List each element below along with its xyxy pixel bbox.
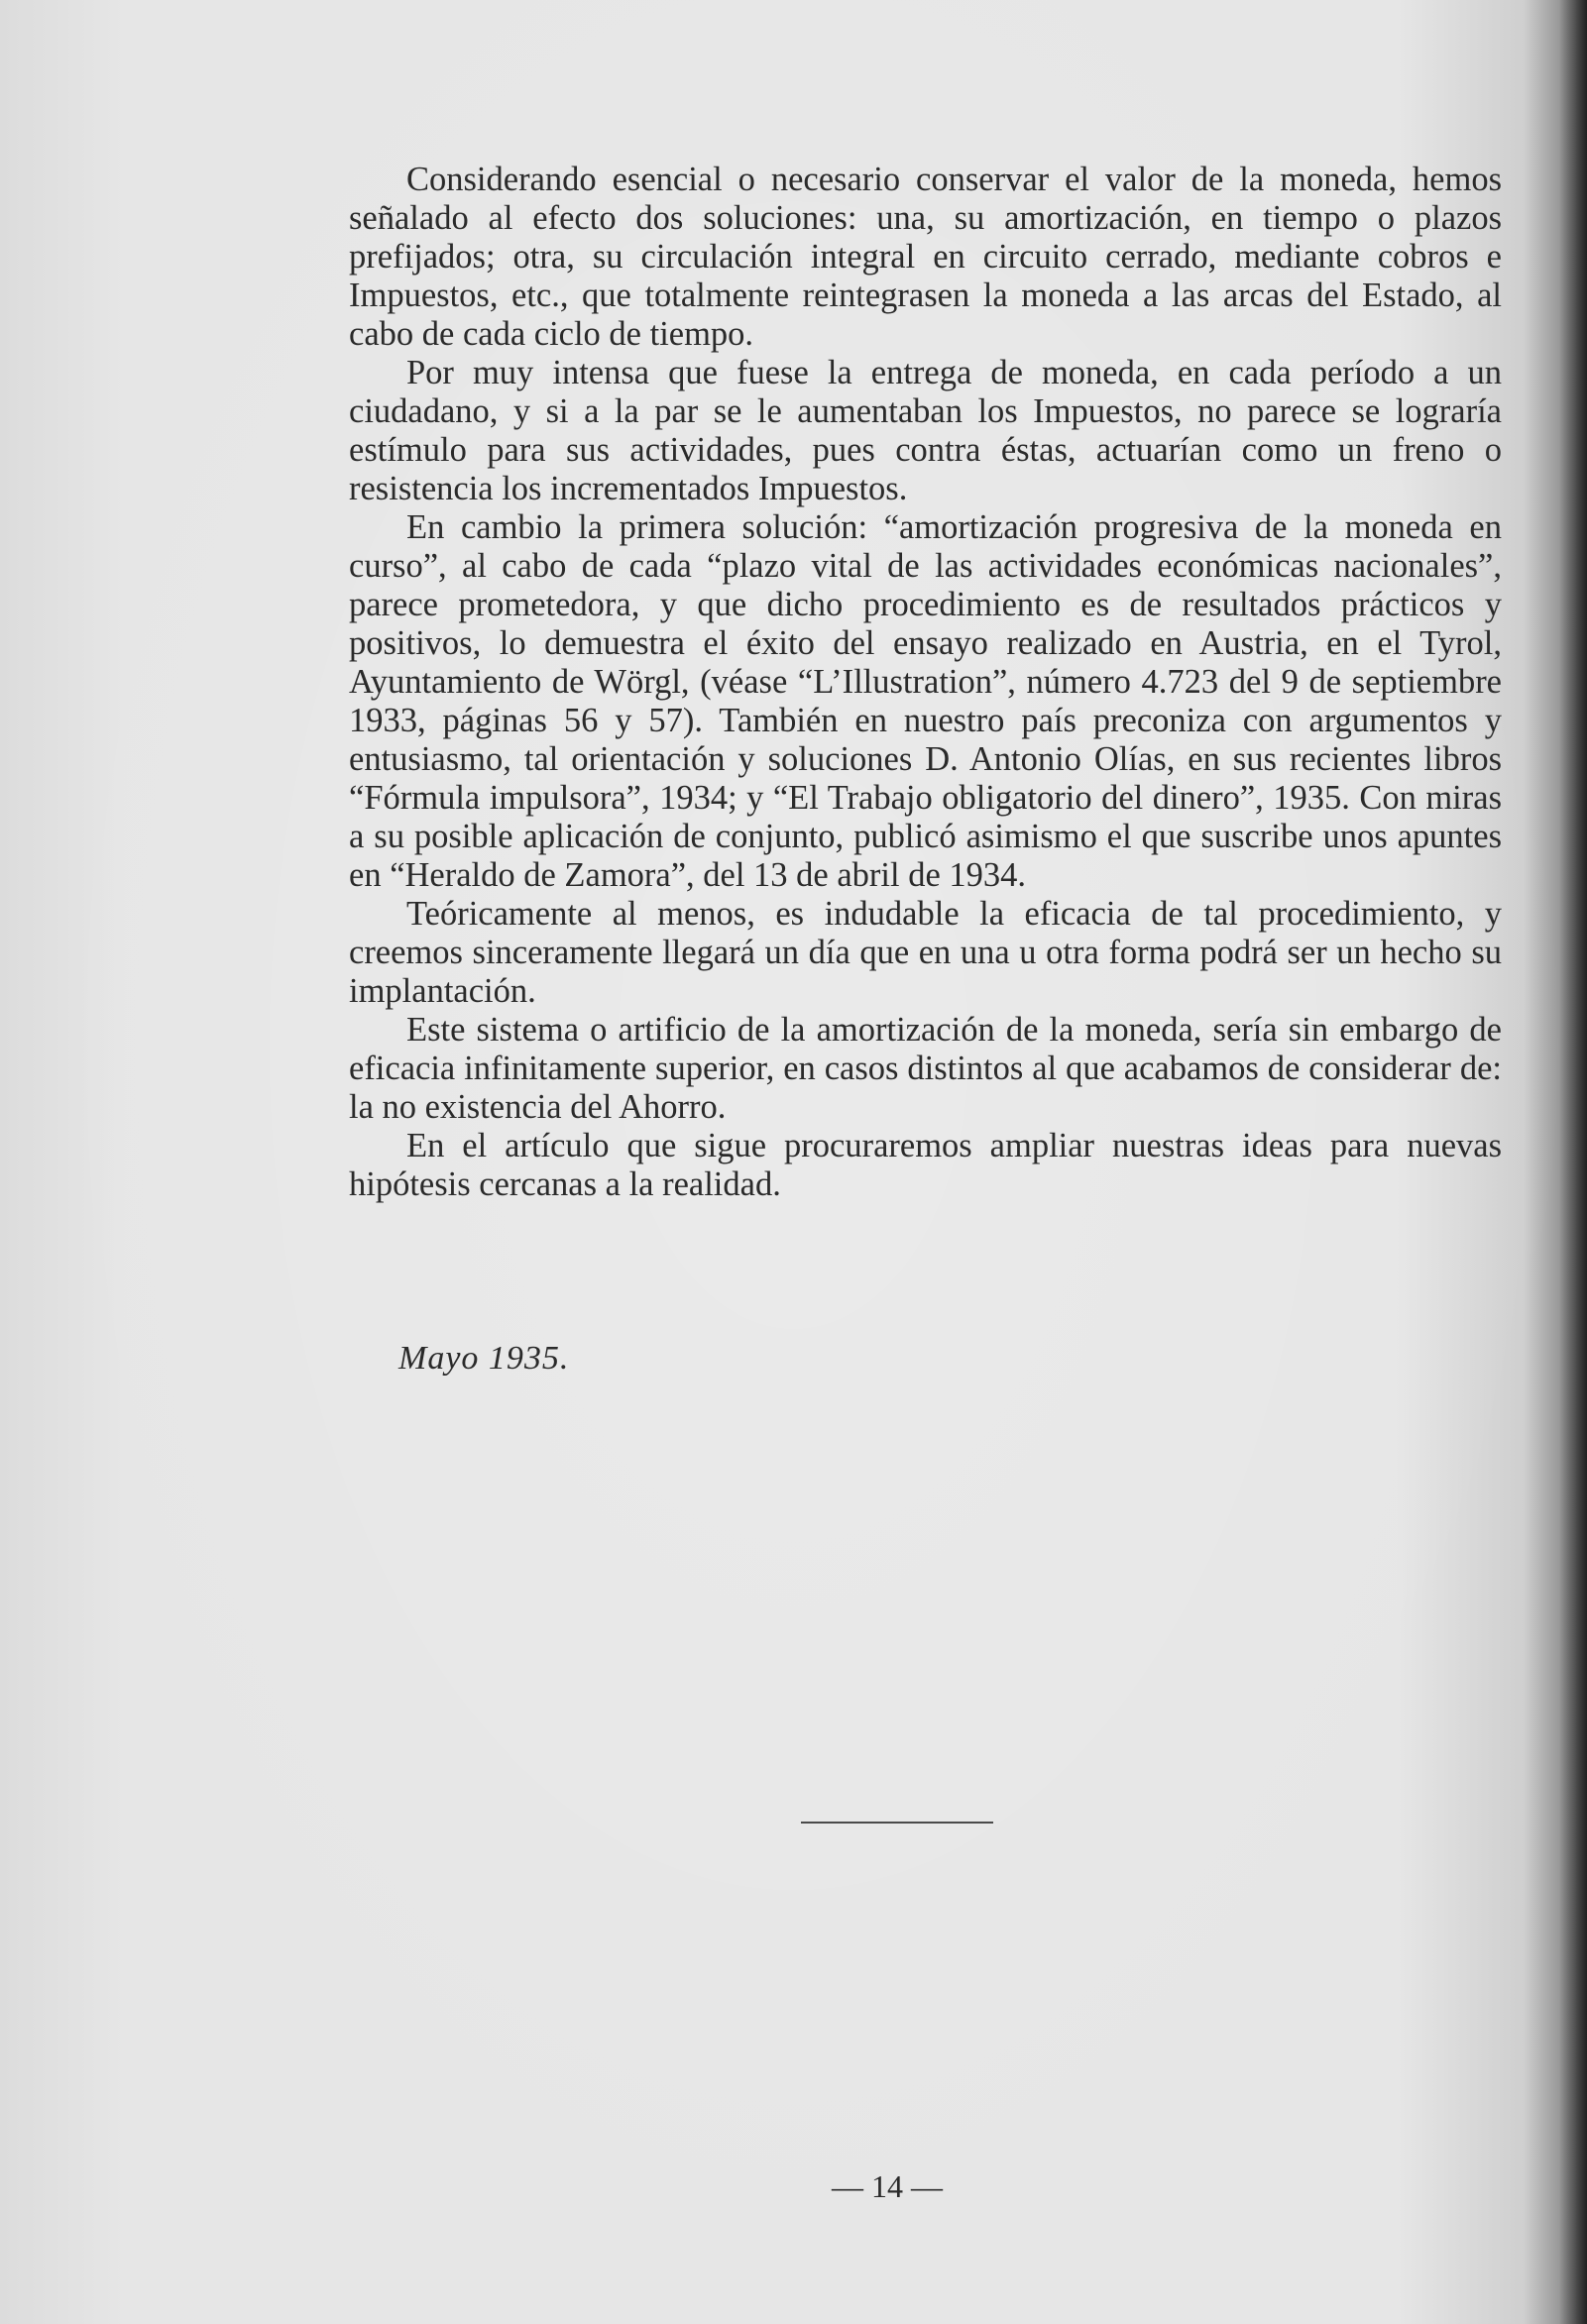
- page-edge-shadow: [1559, 0, 1587, 2324]
- end-rule-divider: [801, 1822, 993, 1824]
- paragraph: En cambio la primera solución: “amortización progresiva de la moneda en curso”, al cabo de cada “plazo vital de las actividades económicas nacionales”, parece prometedora, y que dicho procedimiento es de resultados prácticos y positivos, lo demuestra el éxito del ensayo realizado en Austria, en el Tyrol, Ayuntamiento de Wörgl, (véase “L’Illustration”, número 4.723 del 9 de septiembre 1933, páginas 56 y 57). También en nuestro país preconiza con argumentos y entusiasmo, tal orientación y soluciones D. Antonio Olías, en sus recientes libros “Fórmula impulsora”, 1934; y “El Trabajo obligatorio del dinero”, 1935. Con miras a su posible aplicación de conjunto, publicó asimismo el que suscribe unos apuntes en “Heraldo de Zamora”, del 13 de abril de 1934.: [349, 508, 1502, 894]
- paragraph: Teóricamente al menos, es indudable la eficacia de tal procedimiento, y creemos sinceramente llegará un día que en una u otra forma podrá ser un hecho su implantación.: [349, 895, 1502, 1010]
- paragraph: En el artículo que sigue procuraremos ampliar nuestras ideas para nuevas hipótesis cercanas a la realidad.: [349, 1127, 1502, 1203]
- date-signature: Mayo 1935.: [398, 1340, 570, 1377]
- paragraph: Por muy intensa que fuese la entrega de moneda, en cada período a un ciudadano, y si a la par se le aumentaban los Impuestos, no parece se lograría estímulo para sus actividades, pues contra éstas, actuarían como un freno o resistencia los incrementados Impuestos.: [349, 354, 1502, 507]
- page-number: — 14 —: [832, 2168, 943, 2204]
- paragraph: Este sistema o artificio de la amortización de la moneda, sería sin embargo de eficacia infinitamente superior, en casos distintos al que acabamos de considerar de: la no existencia del Ahorro.: [349, 1011, 1502, 1126]
- article-body: [349, 161, 1502, 1204]
- paragraph: Considerando esencial o necesario conservar el valor de la moneda, hemos señalado al efecto dos soluciones: una, su amortización, en tiempo o plazos prefijados; otra, su circulación integral en circuito cerrado, mediante cobros e Impuestos, etc., que totalmente reintegrasen la moneda a las arcas del Estado, al cabo de cada ciclo de tiempo.: [349, 161, 1502, 353]
